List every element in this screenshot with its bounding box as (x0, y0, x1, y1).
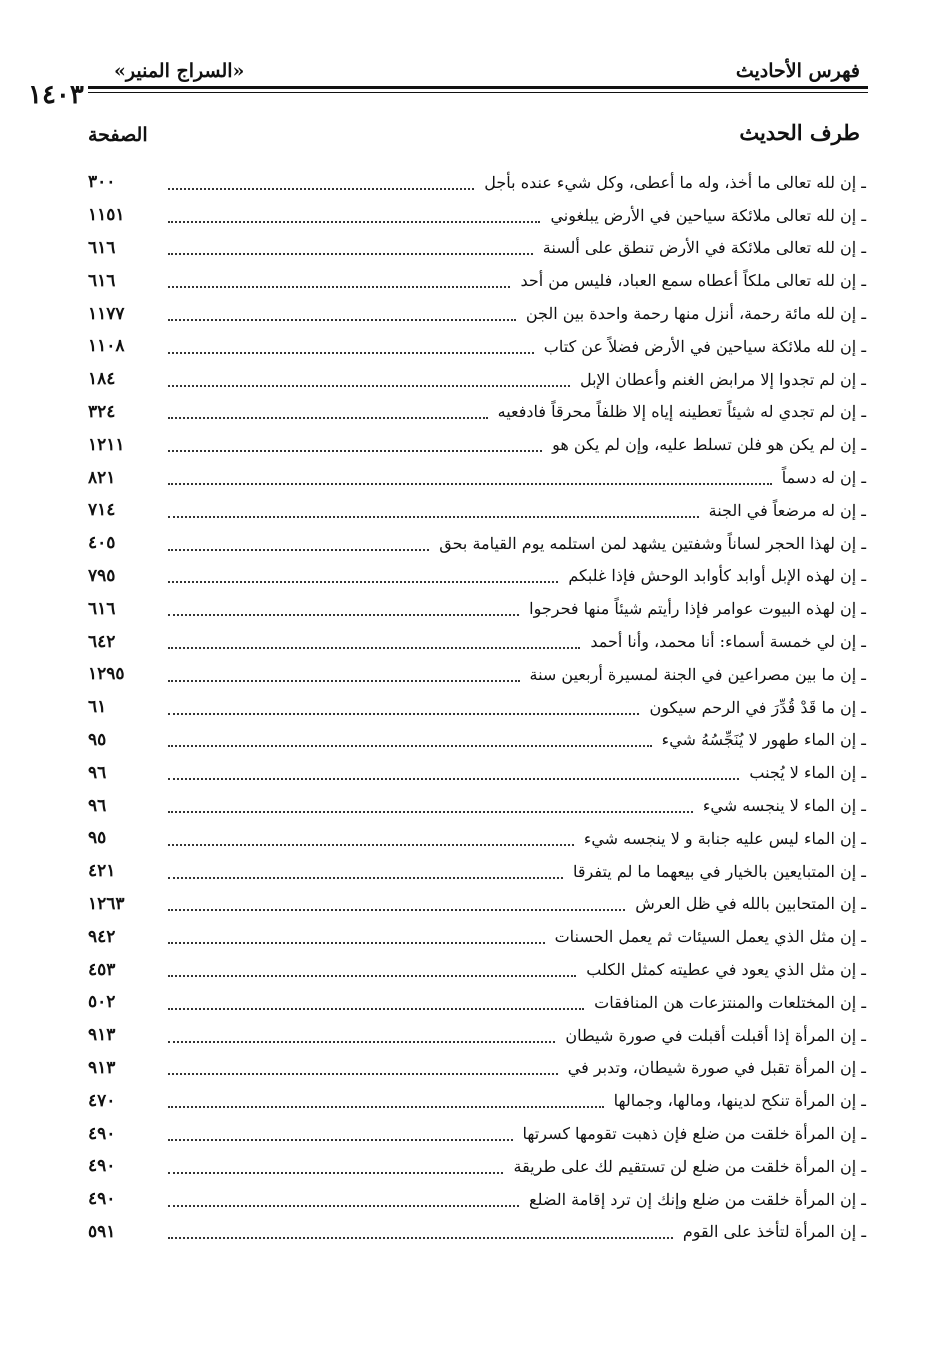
index-row (88, 592, 868, 625)
hadith-text: ـ إن المرأة تقبل في صورة شيطان، وتدبر في (567, 1058, 866, 1078)
index-title: فهرس الأحاديث (735, 60, 860, 82)
dot-leader (168, 1072, 558, 1075)
index-row (88, 855, 868, 888)
dot-leader (168, 941, 545, 944)
page-ref: ١٨٤ (88, 369, 116, 390)
index-row (88, 1216, 868, 1249)
index-row (88, 1150, 868, 1183)
index-row (88, 888, 868, 921)
page-ref: ٣٠٠ (88, 172, 116, 193)
dot-leader (168, 482, 772, 485)
hadith-text: ـ إن الماء ليس عليه جنابة و لا ينجسه شيء (583, 828, 866, 848)
hadith-text: ـ إن لم تجدي له شيئاً تعطينه إياه إلا ظلفاً محرقاً فادفعيه (497, 402, 866, 422)
hadith-text: ـ إن مثل الذي يعمل السيئات ثم يعمل الحسنات (554, 927, 866, 947)
hadith-text: ـ إن لهذه الإبل أوابد كأوابد الوحش فإذا غلبكم (568, 566, 866, 586)
header-thick-rule (88, 86, 868, 89)
hadith-text: ـ إن له دسماً (781, 468, 866, 488)
page-ref: ٤٠٥ (88, 533, 116, 554)
hadith-text: ـ إن لله ملائكة سياحين في الأرض فضلاً عن كتاب (543, 336, 866, 356)
hadith-text: ـ إن لهذه البيوت عوامر فإذا رأيتم شيئاً منها فحرجوا (529, 599, 866, 619)
hadith-text: ـ إن الماء لا يُجنب (749, 763, 866, 783)
page-ref: ١٢٩٥ (88, 664, 125, 685)
dot-leader (168, 252, 533, 255)
dot-leader (168, 187, 474, 190)
page-ref: ٩٦ (88, 795, 107, 816)
dot-leader (168, 744, 652, 747)
index-row (88, 264, 868, 297)
index-row (88, 756, 868, 789)
page-ref: ١١٥١ (88, 205, 125, 226)
hadith-text: ـ إن المرأة تنكح لدينها، ومالها، وجمالها (613, 1091, 866, 1111)
page-ref: ٩٤٢ (88, 926, 116, 947)
dot-leader (168, 679, 520, 682)
hadith-text: ـ إن المرأة خلقت من ضلع فإن ذهبت تقومها كسرتها (522, 1124, 866, 1143)
page-ref: ١١٧٧ (88, 303, 125, 324)
dot-leader (168, 285, 510, 288)
hadith-text: ـ إن المرأة لتأخذ على القوم (682, 1222, 866, 1242)
index-row (88, 363, 868, 396)
page-ref: ٤٩٠ (88, 1123, 116, 1144)
hadith-text: ـ إن لم تجدوا إلا مرابض الغنم وأعطان الإبل (579, 369, 866, 389)
index-row (88, 1052, 868, 1085)
page-ref: ٦٤٢ (88, 631, 116, 652)
dot-leader (168, 876, 563, 879)
page-ref: ٦١٦ (88, 598, 116, 619)
page-ref: ٩٥ (88, 729, 107, 750)
page-ref: ٦١ (88, 697, 107, 718)
dot-leader (168, 843, 574, 846)
hadith-text: ـ إن المختلعات والمنتزعات هن المنافقات (594, 992, 866, 1012)
dot-leader (168, 1171, 503, 1174)
hadith-text: ـ إن المرأة خلقت من ضلع لن تستقيم لك على طريقة (513, 1156, 866, 1176)
page-ref: ٤٥٣ (88, 959, 116, 980)
index-row (88, 953, 868, 986)
index-row (88, 297, 868, 330)
dot-leader (168, 712, 639, 715)
index-row (88, 789, 868, 822)
hadith-text: ـ إن ما قَدْ قُدِّرَ في الرحم سيكون (649, 697, 866, 717)
dot-leader (168, 318, 516, 321)
dot-leader (168, 548, 429, 551)
index-row (88, 166, 868, 199)
dot-leader (168, 1204, 519, 1207)
hadith-text: ـ إن المتبايعين بالخيار في بيعهما ما لم يتفرقا (573, 861, 866, 881)
dot-leader (168, 810, 693, 813)
dot-leader (168, 351, 534, 354)
hadith-text: ـ إن لي خمسة أسماء: أنا محمد، وأنا أحمد (590, 632, 866, 652)
hadith-text: ـ إن مثل الذي يعود في عطيته كمثل الكلب (586, 960, 866, 980)
dot-leader (168, 646, 580, 649)
index-row (88, 560, 868, 593)
page-number: ١٤٠٣ (28, 80, 84, 110)
dot-leader (168, 1040, 555, 1043)
page-ref: ٥٠٢ (88, 992, 116, 1013)
page-ref: ٤٧٠ (88, 1090, 116, 1111)
hadith-text: ـ إن لهذا الحجر لساناً وشفتين يشهد لمن استلمه يوم القيامة بحق (439, 533, 866, 553)
dot-leader (168, 777, 739, 780)
column-headers (88, 120, 868, 156)
hadith-text: ـ إن الماء طهور لا يُنَجِّسُهُ شيء (661, 730, 866, 750)
index-row (88, 658, 868, 691)
index-row (88, 527, 868, 560)
page-ref: ١٢٦٣ (88, 893, 125, 914)
header-thin-rule (88, 92, 868, 93)
page-ref: ١٢١١ (88, 434, 125, 455)
page-ref: ٧٩٥ (88, 565, 116, 586)
page-ref: ١١٠٨ (88, 336, 125, 357)
dot-leader (168, 1007, 584, 1010)
dot-leader (168, 908, 625, 911)
index-row (88, 428, 868, 461)
hadith-text: ـ إن المرأة إذا أقبلت أقبلت في صورة شيطان (565, 1025, 866, 1045)
book-title: «السراج المنير» (114, 60, 245, 82)
dot-leader (168, 1138, 513, 1141)
index-row (88, 1019, 868, 1052)
index-row (88, 691, 868, 724)
hadith-text: ـ إن لله مائة رحمة، أنزل منها رحمة واحدة بين الجن (525, 304, 866, 324)
index-row (88, 822, 868, 855)
dot-leader (168, 416, 488, 419)
hadith-text: ـ إن لله تعالى ملائكة سياحين في الأرض يبلغوني (550, 205, 866, 225)
dot-leader (168, 974, 576, 977)
dot-leader (168, 515, 699, 518)
index-row (88, 461, 868, 494)
page-column-header: الصفحة (88, 124, 148, 146)
page-ref: ٣٢٤ (88, 401, 116, 422)
hadith-text: ـ إن له مرضعاً في الجنة (708, 500, 866, 520)
index-row (88, 199, 868, 232)
page-ref: ٩٥ (88, 828, 107, 849)
page-ref: ٦١٦ (88, 237, 116, 258)
page-ref: ٩١٣ (88, 1057, 116, 1078)
index-row (88, 232, 868, 265)
page-ref: ٩١٣ (88, 1025, 116, 1046)
index-row (88, 724, 868, 757)
index-list (88, 166, 868, 1248)
hadith-text: ـ إن لله تعالى ملكاً أعطاه سمع العباد، فليس من أحد (520, 271, 866, 291)
index-row (88, 986, 868, 1019)
page-ref: ٤٩٠ (88, 1156, 116, 1177)
hadith-text: ـ إن المتحابين بالله في ظل العرش (635, 894, 866, 914)
index-row (88, 625, 868, 658)
index-row (88, 396, 868, 429)
index-row (88, 1117, 868, 1150)
dot-leader (168, 220, 540, 223)
page-ref: ٤٢١ (88, 861, 116, 882)
index-row (88, 494, 868, 527)
hadith-text: ـ إن المرأة خلقت من ضلع وإنك إن ترد إقامة الضلع (529, 1189, 866, 1209)
page-ref: ٧١٤ (88, 500, 116, 521)
page-ref: ٤٩٠ (88, 1189, 116, 1210)
page-ref: ٩٦ (88, 762, 107, 783)
hadith-text: ـ إن ما بين مصراعين في الجنة لمسيرة أربعين سنة (529, 664, 866, 684)
hadith-text: ـ إن لله تعالى ملائكة في الأرض تنطق على ألسنة (542, 238, 866, 258)
dot-leader (168, 449, 542, 452)
page-ref: ٦١٦ (88, 270, 116, 291)
hadith-text: ـ إن الماء لا ينجسه شيء (702, 796, 866, 816)
index-row (88, 1084, 868, 1117)
hadith-text: ـ إن لم يكن هو فلن تسلط عليه، وإن لم يكن هو (552, 435, 866, 455)
page-header (28, 56, 868, 110)
dot-leader (168, 613, 519, 616)
page-ref: ٨٢١ (88, 467, 116, 488)
index-row (88, 1183, 868, 1216)
index-row (88, 920, 868, 953)
hadith-column-header: طرف الحديث (739, 120, 860, 145)
dot-leader (168, 384, 570, 387)
dot-leader (168, 1105, 604, 1108)
dot-leader (168, 580, 558, 583)
hadith-text: ـ إن لله تعالى ما أخذ، وله ما أعطى، وكل شيء عنده بأجل (484, 172, 866, 192)
dot-leader (168, 1236, 673, 1239)
page-ref: ٥٩١ (88, 1221, 116, 1242)
index-row (88, 330, 868, 363)
